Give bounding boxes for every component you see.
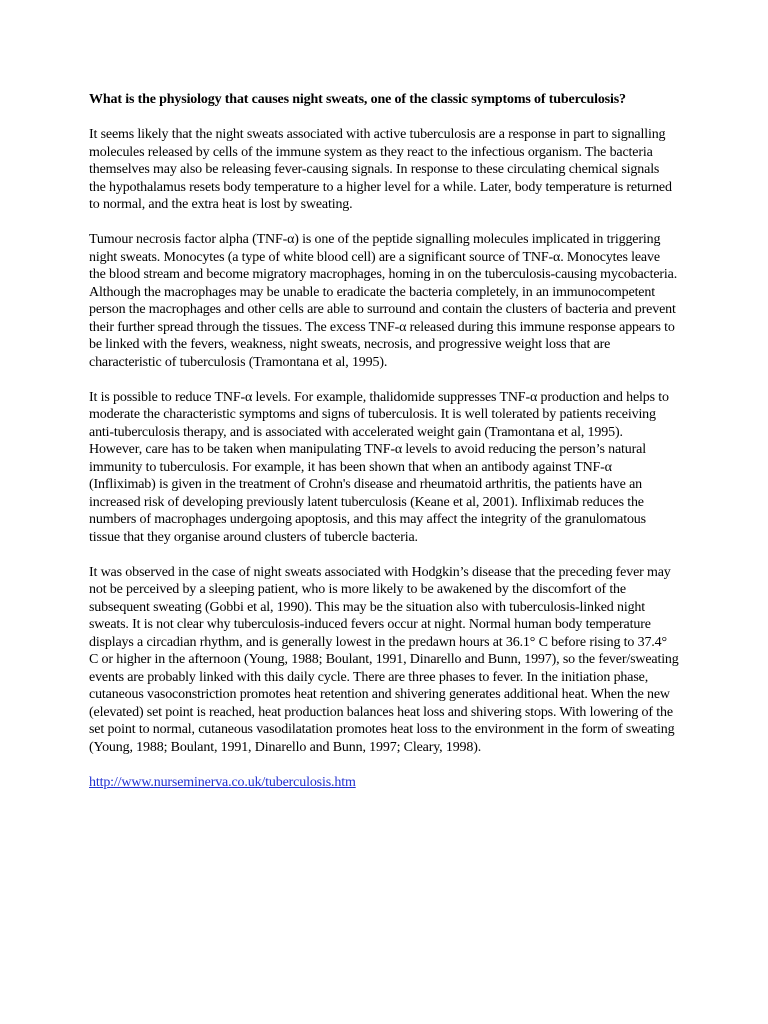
source-link[interactable]: http://www.nurseminerva.co.uk/tuberculosis.htm [89,774,356,790]
paragraph-reducing-tnf: It is possible to reduce TNF-α levels. For example, thalidomide suppresses TNF-α production and helps to moderate the characteristic symptoms and signs of tuberculosis. It is well tolerated by patients receiving anti-tuberculosis therapy, and is associated with accelerated weight gain (Tramontana et al, 1995). However, care has to be taken when manipulating TNF-α levels to avoid reducing the person’s natural immunity to tuberculosis. For example, it has been shown that when an antibody against TNF-α (Infliximab) is given in the treatment of Crohn's disease and rheumatoid arthritis, the patients have an increased risk of developing previously latent tuberculosis (Keane et al, 2001). Infliximab reduces the numbers of macrophages undergoing apoptosis, and this may affect the integrity of the granulomatous tissue that they organise around clusters of tubercle bacteria. [89,389,669,545]
source-link-line [89,774,679,792]
paragraph-night-sweats-mechanism: It seems likely that the night sweats associated with active tuberculosis are a response in part to signalling molecules released by cells of the immune system as they react to the infectious organism. The bacteria themselves may also be releasing fever-causing signals. In response to these circulating chemical signals the hypothalamus resets body temperature to a higher level for a while. Later, body temperature is returned to normal, and the extra heat is lost by sweating. [89,127,672,212]
document-heading: What is the physiology that causes night sweats, one of the classic symptoms of tuberculosis? [89,92,626,107]
paragraph-fever-phases: It was observed in the case of night sweats associated with Hodgkin’s disease that the preceding fever may not be perceived by a sleeping patient, who is more likely to be awakened by the discomfort of the subsequent sweating (Gobbi et al, 1990). This may be the situation also with tuberculosis-linked night sweats. It is not clear why tuberculosis-induced fevers occur at night. Normal human body temperature displays a circadian rhythm, and is generally lowest in the predawn hours at 36.1° C before rising to 37.4° C or higher in the afternoon (Young, 1988; Boulant, 1991, Dinarello and Bunn, 1997), so the fever/sweating events are probably linked with this daily cycle. There are three phases to fever. In the initiation phase, cutaneous vasoconstriction promotes heat retention and shivering generates additional heat. When the new (elevated) set point is reached, heat production balances heat loss and shivering stops. With lowering of the set point to normal, cutaneous vasodilatation promotes heat loss to the environment in the form of sweating (Young, 1988; Boulant, 1991, Dinarello and Bunn, 1997; Cleary, 1998). [89,564,679,755]
document-page [89,91,679,809]
paragraph-tnf-alpha: Tumour necrosis factor alpha (TNF-α) is one of the peptide signalling molecules implicated in triggering night sweats. Monocytes (a type of white blood cell) are a significant source of TNF-α. Monocytes leave the blood stream and become migratory macrophages, homing in on the tuberculosis-causing mycobacteria. Although the macrophages may be unable to eradicate the bacteria completely, in an immunocompetent person the macrophages and other cells are able to surround and contain the clusters of bacteria and prevent their further spread through the tissues. The excess TNF-α released during this immune response appears to be linked with the fevers, weakness, night sweats, necrosis, and progressive weight loss that are characteristic of tuberculosis (Tramontana et al, 1995). [89,232,678,370]
